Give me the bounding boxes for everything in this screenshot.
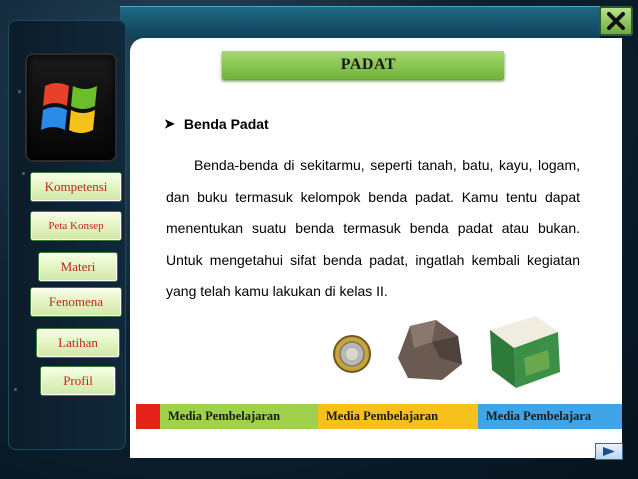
close-button[interactable]: [599, 6, 633, 36]
page-title-bar: [222, 51, 504, 79]
footer-segment: [160, 404, 318, 429]
sidebar-item-fenomena[interactable]: [30, 287, 122, 317]
book-image: [484, 312, 564, 390]
sidebar-item-kompetensi[interactable]: [30, 172, 122, 202]
footer-red-block: [136, 404, 160, 429]
close-icon: [606, 11, 626, 31]
logo-panel: [27, 55, 115, 160]
footer-segment-label: Media Pembelajara: [486, 409, 592, 423]
footer-bar: [136, 404, 622, 429]
decor-dot: [14, 388, 17, 391]
sidebar-item-latihan[interactable]: [36, 328, 120, 358]
sidebar-item-label: Kompetensi: [44, 179, 108, 194]
bottom-nav-bar: [130, 438, 622, 458]
arrow-bullet-icon: ➤: [164, 116, 175, 131]
next-button[interactable]: [595, 443, 623, 460]
body-paragraph: Benda-benda di sekitarmu, seperti tanah, batu, kayu, logam, dan buku termasuk kelompok benda padat. Kamu tentu dapat menentukan suatu benda termasuk benda padat atau bukan. Untuk mengetahui sifat benda padat, ingatlah kembali kegiatan yang telah kamu lakukan di kelas II.: [166, 157, 580, 299]
section-heading: [164, 116, 269, 132]
coin-image: [332, 334, 372, 374]
rock-image: [392, 318, 464, 382]
sidebar-item-label: Profil: [63, 373, 93, 388]
sidebar-item-profil[interactable]: [40, 366, 116, 396]
sidebar-item-peta-konsep[interactable]: [30, 211, 122, 241]
footer-segment: [318, 404, 478, 429]
footer-segment-label: Media Pembelajaran: [168, 409, 281, 423]
decor-dot: [22, 172, 25, 175]
footer-segment-label: Media Pembelajaran: [326, 409, 439, 423]
sidebar-item-materi[interactable]: [38, 252, 118, 282]
footer-segment: [478, 404, 622, 429]
decor-dot: [18, 90, 21, 93]
sidebar-item-label: Latihan: [58, 335, 98, 350]
windows-logo-icon: [39, 70, 103, 144]
sidebar-item-label: Materi: [60, 259, 96, 274]
next-arrow-icon: [600, 446, 618, 457]
top-frame-arc: [120, 6, 600, 40]
page-title: PADAT: [340, 56, 396, 73]
section-heading-text: Benda Padat: [183, 116, 269, 132]
sidebar-item-label: Peta Konsep: [48, 220, 104, 232]
sidebar-item-label: Fenomena: [48, 294, 104, 309]
